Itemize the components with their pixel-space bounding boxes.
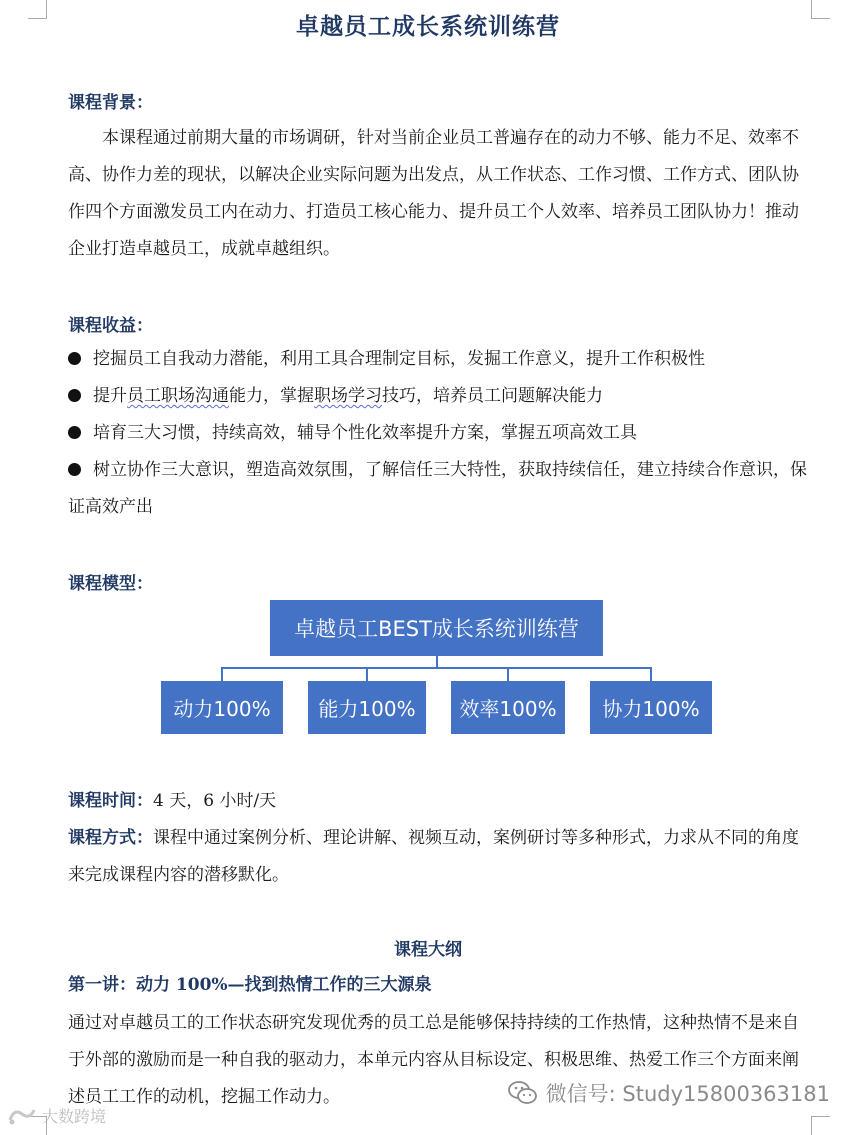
watermark-logo-icon: [6, 1106, 38, 1126]
connector-line: [366, 667, 368, 681]
bullet-icon: [68, 426, 81, 439]
benefits-list: [68, 341, 813, 526]
benefit-item: 培育三大习惯，持续高效，辅导个性化效率提升方案，掌握五项高效工具: [68, 415, 813, 452]
bullet-icon: [68, 352, 81, 365]
benefit-item: 挖掘员工自我动力潜能，利用工具合理制定目标，发掘工作意义，提升工作积极性: [68, 341, 813, 378]
bullet-icon: [68, 389, 81, 402]
wechat-icon: [508, 1080, 538, 1106]
connector-line: [221, 667, 223, 681]
model-root-box: 卓越员工BEST成长系统训练营: [270, 600, 603, 656]
course-method: 课程方式：课程中通过案例分析、理论讲解、视频互动，案例研讨等多种形式，力求从不同的角度来完成课程内容的潜移默化。: [68, 828, 799, 885]
background-heading: 课程背景：: [68, 93, 153, 113]
model-heading: 课程模型：: [68, 574, 153, 594]
model-child-efficiency: 效率100%: [451, 681, 565, 734]
watermark-wechat: 微信号: Study15800363181: [508, 1078, 830, 1108]
watermark-left: 大数跨境: [6, 1104, 106, 1127]
model-child-collaboration: 协力100%: [590, 681, 712, 734]
model-child-motivation: 动力100%: [161, 681, 283, 734]
lecture-1-title: 第一讲：动力 100%—找到热情工作的三大源泉: [68, 975, 432, 995]
bullet-icon: [68, 463, 81, 476]
lecture-1-paragraph: 通过对卓越员工的工作状态研究发现优秀的员工总是能够保持持续的工作热情，这种热情不是来自于外部的激励而是一种自我的驱动力，本单元内容从目标设定、积极思维、热爱工作三个方面来阐述员工工作的动机，挖掘工作动力。: [68, 1013, 799, 1107]
model-child-ability: 能力100%: [308, 681, 426, 734]
page-corner-bottom-right: [811, 1116, 830, 1135]
benefit-item: 树立协作三大意识，塑造高效氛围，了解信任三大特性，获取持续信任，建立持续合作意识，保证高效产出: [68, 460, 807, 517]
benefits-heading: 课程收益：: [68, 316, 153, 336]
benefit-item: 提升员工职场沟通能力，掌握职场学习技巧，培养员工问题解决能力: [68, 378, 813, 415]
spellcheck-underline: 职场学习: [314, 386, 382, 406]
course-time: 课程时间：4 天，6 小时/天: [68, 791, 277, 811]
spellcheck-underline: 员工职场沟通: [127, 386, 229, 406]
connector-line: [221, 667, 652, 669]
connector-line: [507, 667, 509, 681]
background-paragraph: 本课程通过前期大量的市场调研，针对当前企业员工普遍存在的动力不够、能力不足、效率不高、协作力差的现状，以解决企业实际问题为出发点，从工作状态、工作习惯、工作方式、团队协作四个方面激发员工内在动力、打造员工核心能力、提升员工个人效率、培养员工团队协力！推动企业打造卓越员工，成就卓越组织。: [68, 128, 799, 259]
course-model-diagram: [0, 600, 856, 740]
connector-line: [650, 667, 652, 681]
outline-title: 课程大纲: [394, 940, 462, 960]
document-title: 卓越员工成长系统训练营: [296, 13, 560, 40]
